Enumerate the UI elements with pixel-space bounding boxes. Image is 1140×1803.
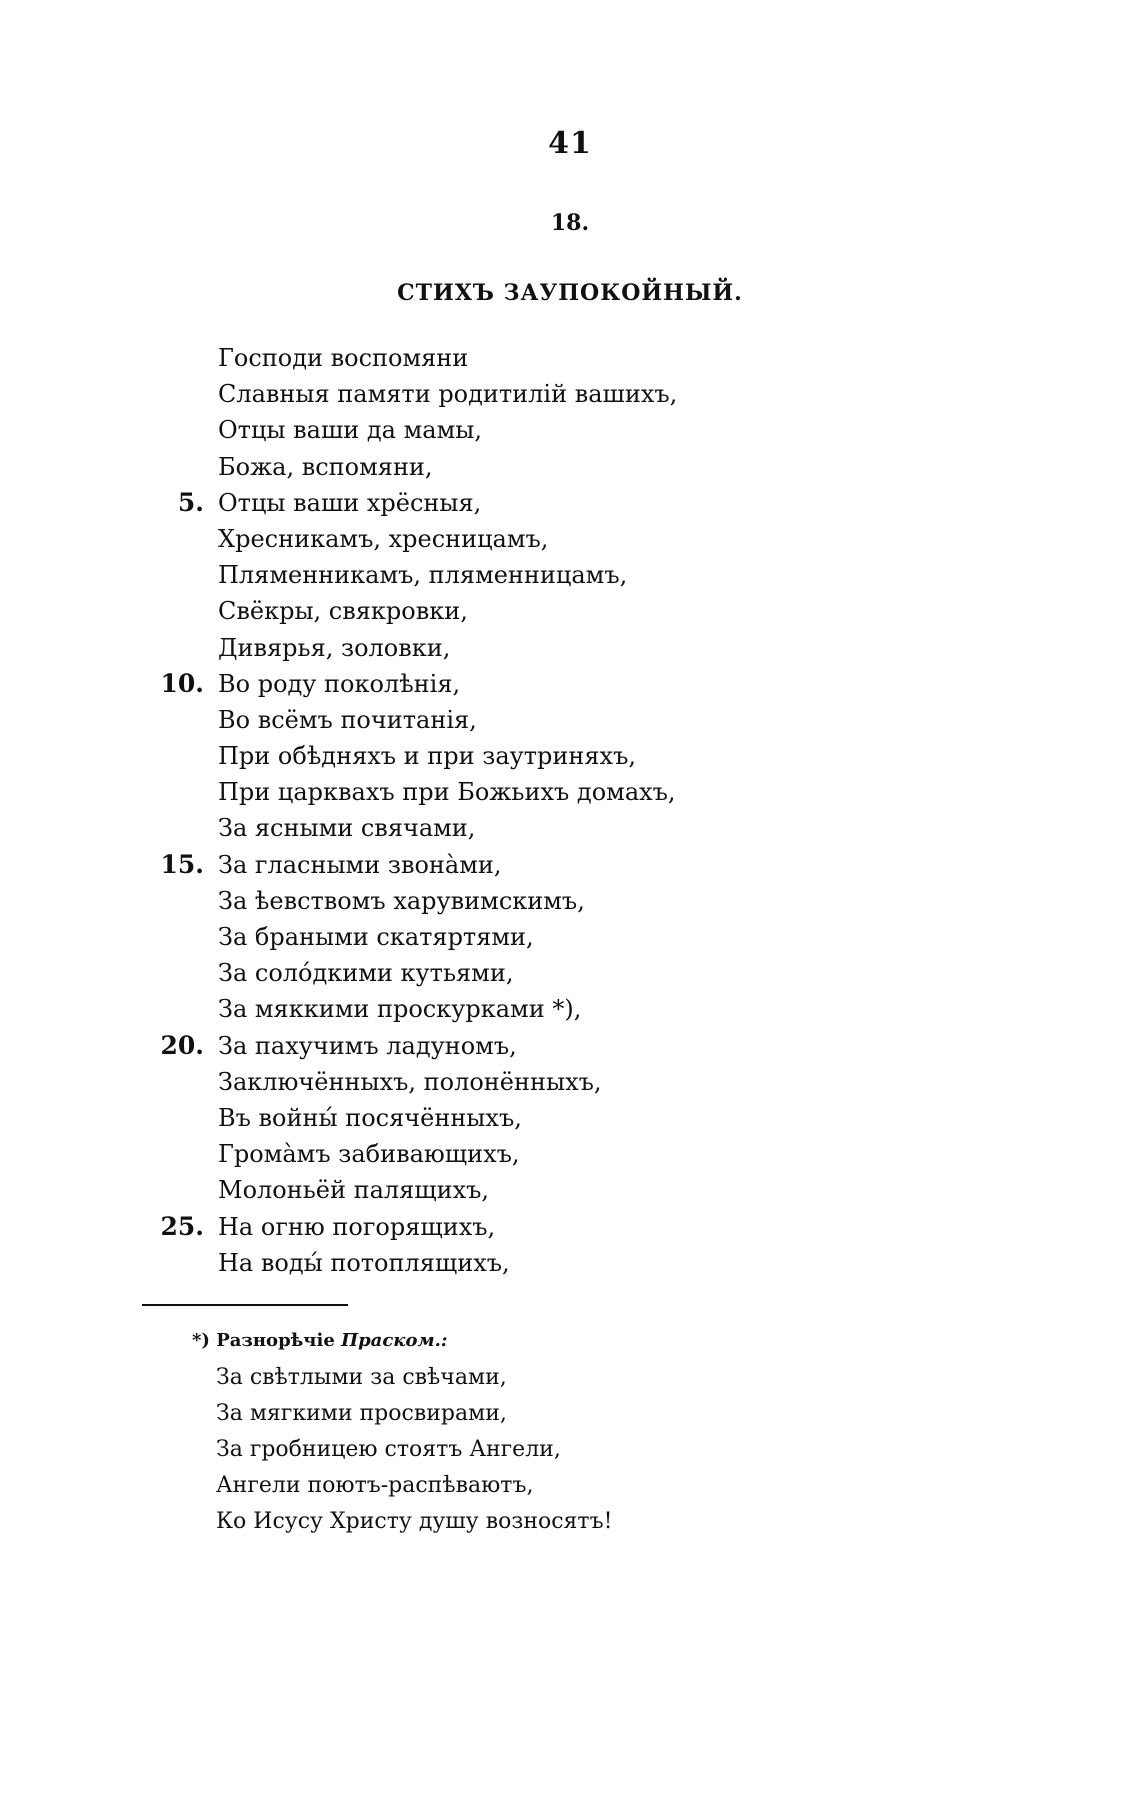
- line-text: За солóдкими кутьями,: [218, 959, 514, 988]
- footnote-divider: [142, 1304, 348, 1306]
- line-text: Отцы ваши да мамы,: [218, 416, 482, 445]
- line-text: Въ войны́ посячённыхъ,: [218, 1103, 522, 1132]
- verse-line: [140, 593, 1040, 629]
- line-text: На огню погорящихъ,: [218, 1212, 496, 1241]
- footnote-marker: *) Разнорѣчіе: [192, 1330, 335, 1351]
- verse-line: [140, 955, 1040, 991]
- line-number: 5.: [177, 487, 204, 517]
- verse-line: [140, 1100, 1040, 1136]
- verse-line: [140, 1172, 1040, 1208]
- line-text: Во всёмъ почитанія,: [218, 705, 477, 734]
- line-number: 15.: [160, 849, 204, 879]
- verse-line: [140, 485, 1040, 521]
- verse-line: [140, 521, 1040, 557]
- line-text: Славныя памяти родитилій вашихъ,: [218, 380, 678, 409]
- line-text: Отцы ваши хрёсныя,: [218, 488, 482, 517]
- line-text: Господи воспомяни: [218, 344, 469, 372]
- line-text: При царквахъ при Божьихъ домахъ,: [218, 778, 676, 807]
- page-number: 41: [548, 126, 592, 161]
- line-text: За ясными свячами,: [218, 814, 476, 843]
- verse-line: [140, 738, 1040, 774]
- verse-block: [140, 340, 1040, 1281]
- line-text: Заключённыхъ, полонённыхъ,: [218, 1067, 602, 1096]
- verse-line: [140, 1136, 1040, 1172]
- verse-line: [140, 340, 1040, 376]
- line-text: Дивярья, золовки,: [218, 633, 451, 662]
- line-text: При обѣдняхъ и при заутриняхъ,: [218, 742, 636, 771]
- verse-line: [140, 919, 1040, 955]
- line-number: 20.: [160, 1030, 204, 1060]
- line-text: Божа, вспомяни,: [218, 452, 433, 481]
- verse-line: [140, 630, 1040, 666]
- section-number: 18.: [550, 210, 590, 236]
- verse-line: [140, 557, 1040, 593]
- verse-line: [140, 1245, 1040, 1281]
- line-text: За мяккими проскурками *),: [218, 995, 582, 1024]
- footnote-line: За свѣтлыми за свѣчами,: [216, 1365, 507, 1390]
- line-text: Во роду поколѣнія,: [218, 669, 461, 698]
- poem-title: СТИХЪ ЗАУПОКОЙНЫЙ.: [397, 280, 743, 306]
- line-text: Хресникамъ, хресницамъ,: [218, 524, 549, 553]
- line-text: Пляменникамъ, пляменницамъ,: [218, 561, 628, 590]
- footnote-line: За гробницею стоятъ Ангели,: [216, 1437, 561, 1462]
- line-text: За гласными звонàми,: [218, 850, 502, 879]
- footnote-line: Ко Исусу Христу душу возносятъ!: [216, 1509, 613, 1534]
- footnote-heading: [192, 1330, 448, 1351]
- line-text: За браными скатяртями,: [218, 923, 534, 951]
- footnote-lines: [216, 1360, 612, 1540]
- verse-line: [140, 1064, 1040, 1100]
- line-number: 10.: [160, 668, 204, 698]
- verse-line: [140, 412, 1040, 448]
- verse-line: [140, 1209, 1040, 1245]
- verse-line: [140, 810, 1040, 846]
- footnote-line: За мягкими просвирами,: [216, 1401, 507, 1426]
- verse-line: [140, 1028, 1040, 1064]
- line-text: Молоньёй палящихъ,: [218, 1176, 490, 1205]
- footnote-source: Праском.:: [341, 1330, 448, 1351]
- verse-line: [140, 883, 1040, 919]
- verse-line: [140, 666, 1040, 702]
- line-text: На воды́ потоплящихъ,: [218, 1248, 510, 1277]
- footnote-line: Ангели поютъ-распѣваютъ,: [216, 1473, 534, 1498]
- verse-line: [140, 991, 1040, 1027]
- line-text: За ѣевствомъ харувимскимъ,: [218, 886, 585, 915]
- verse-line: [140, 847, 1040, 883]
- verse-line: [140, 774, 1040, 810]
- line-number: 25.: [160, 1211, 204, 1241]
- line-text: Свёкры, свякровки,: [218, 597, 468, 626]
- line-text: За пахучимъ ладуномъ,: [218, 1031, 517, 1060]
- line-text: Громàмъ забивающихъ,: [218, 1140, 520, 1169]
- verse-line: [140, 449, 1040, 485]
- verse-line: [140, 376, 1040, 412]
- verse-line: [140, 702, 1040, 738]
